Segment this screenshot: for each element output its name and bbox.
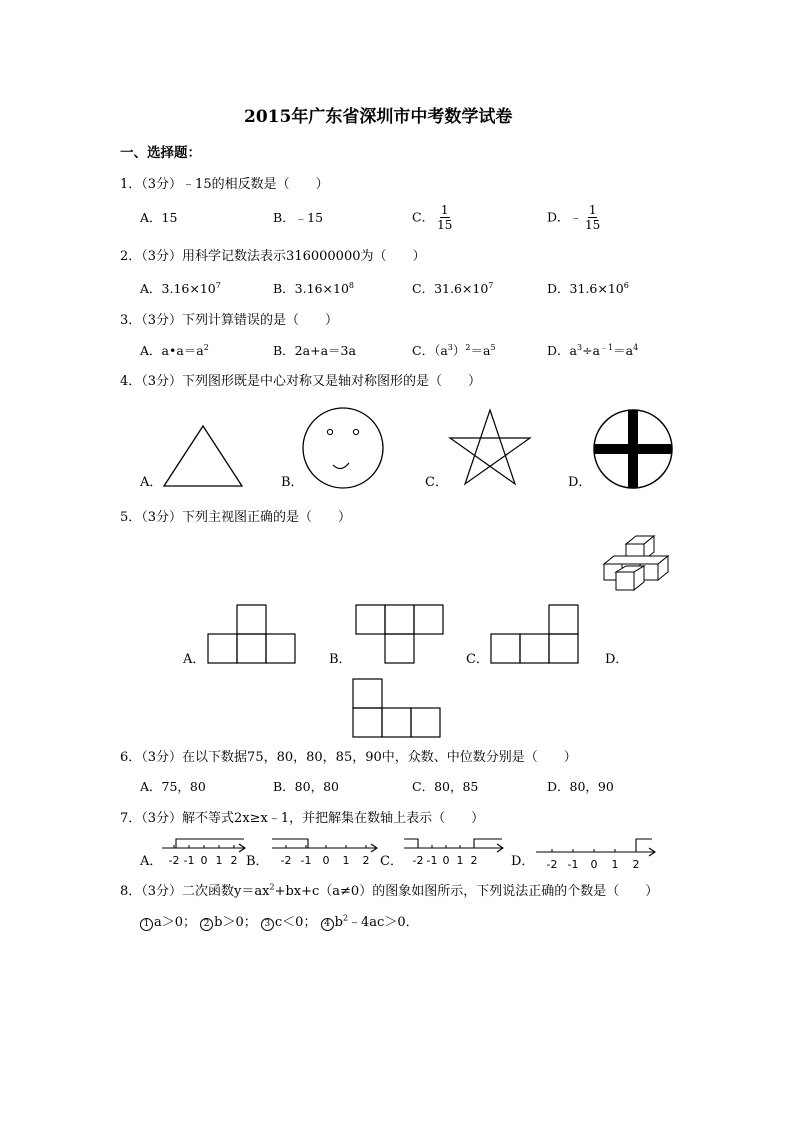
q7-numberline-b: [268, 834, 380, 870]
section-heading: 一、选择题：: [120, 145, 201, 161]
q6-option-a: A．75，80: [140, 779, 206, 794]
q1-option-d: D．﹣ $\frac{1}{15}$: [547, 203, 601, 232]
q2-option-d: D．$31.6\times 10^6$: [547, 280, 629, 296]
triangle-figure: [160, 422, 246, 490]
numberline-tick-label: 0: [442, 854, 450, 867]
cube-stack-3d-figure: [600, 534, 680, 596]
star-figure: [445, 406, 535, 490]
q7-numberline-c: [402, 834, 506, 870]
numberline-tick-label: 0: [200, 854, 208, 867]
q7-numberline-a: [160, 834, 248, 870]
circled-4-icon: 4: [321, 918, 334, 931]
smiley-face-figure: [300, 405, 388, 493]
circled-1-icon: 1: [140, 918, 153, 931]
numberline-tick-label: 2: [230, 854, 238, 867]
numberline-tick-label: -1: [426, 854, 438, 867]
q4-label-a: A．: [140, 475, 163, 490]
q1-option-a: A．15: [140, 210, 178, 225]
question-6-stem: 6．（3分）在以下数据75，80，80，85，90中，众数、中位数分别是（ ）: [120, 750, 577, 765]
q2-option-c: C．$31.6\times 10^7$: [412, 280, 494, 296]
numberline-tick-label: -2: [168, 854, 180, 867]
numberline-tick-label: 0: [322, 854, 330, 867]
numberline-tick-label: -2: [546, 858, 558, 870]
question-2-stem: 2．（3分）用科学记数法表示316000000为（ ）: [120, 249, 426, 264]
q7-label-c: C．: [380, 854, 403, 869]
q6-option-c: C．80，85: [412, 779, 479, 794]
q3-option-d: D．$a^3\div a^{﹣1}=a^4$: [547, 342, 639, 358]
q7-label-d: D．: [511, 854, 535, 869]
q5-view-a: [206, 604, 298, 666]
numberline-tick-label: -1: [567, 858, 579, 870]
numberline-tick-label: 1: [215, 854, 223, 867]
q2-option-b: B．$3.16\times 10^8$: [273, 280, 354, 296]
q5-view-b: [354, 604, 446, 666]
q6-option-b: B．80，80: [273, 779, 339, 794]
question-7-stem: 7．（3分）解不等式2x≥x﹣1，并把解集在数轴上表示（ ）: [120, 811, 485, 826]
numberline-tick-label: -2: [412, 854, 424, 867]
numberline-tick-label: 1: [342, 854, 350, 867]
q5-label-a: A．: [183, 652, 206, 667]
numberline-tick-label: 0: [590, 858, 598, 870]
q3-option-b: B．2a+a＝3a: [273, 343, 356, 358]
q5-view-c: [489, 604, 581, 666]
numberline-tick-label: -1: [300, 854, 312, 867]
q5-label-c: C．: [466, 652, 489, 667]
q5-label-d: D．: [605, 652, 629, 667]
numberline-tick-label: 1: [611, 858, 619, 870]
question-4-stem: 4．（3分）下列图形既是中心对称又是轴对称图形的是（ ）: [120, 374, 482, 389]
q4-label-b: B．: [281, 475, 304, 490]
circle-cross-figure: [590, 406, 678, 494]
question-1-stem: 1．（3分）﹣15的相反数是（ ）: [120, 177, 329, 192]
page-title: 2015年广东省深圳市中考数学试卷: [244, 107, 513, 127]
q8-statements: 1 a＞0； 2 b＞0； 3 c＜0； 4 $b^2﹣4ac>0$．: [140, 916, 419, 931]
numberline-tick-label: 2: [362, 854, 370, 867]
q6-option-d: D．80，90: [547, 779, 614, 794]
q1-option-b: B．﹣15: [273, 210, 324, 225]
q3-option-c: C．$(a^3)^2=a^5$: [412, 342, 496, 358]
numberline-tick-label: 2: [470, 854, 478, 867]
question-8-stem: 8．（3分）二次函数$y=ax^2+bx+c(a\ne 0)$的图象如图所示，下列说法正确的个数是（ ）: [120, 882, 659, 899]
q5-label-b: B．: [329, 652, 352, 667]
q5-view-d: [351, 678, 443, 740]
q4-label-d: D．: [568, 475, 592, 490]
numberline-tick-label: -1: [183, 854, 195, 867]
q7-label-a: A．: [140, 854, 163, 869]
q7-numberline-d: [532, 834, 658, 870]
q2-option-a: A．$3.16\times 10^7$: [140, 280, 221, 296]
q7-label-b: B．: [246, 854, 269, 869]
circled-3-icon: 3: [261, 918, 274, 931]
numberline-tick-label: 2: [632, 858, 640, 870]
circled-2-icon: 2: [200, 918, 213, 931]
numberline-tick-label: -2: [280, 854, 292, 867]
q4-label-c: C．: [425, 475, 448, 490]
q3-option-a: A．$a•a=a^2$: [140, 342, 209, 358]
question-3-stem: 3．（3分）下列计算错误的是（ ）: [120, 313, 339, 328]
numberline-tick-label: 1: [456, 854, 464, 867]
q1-option-c: C． $\frac{1}{15}$: [412, 203, 453, 232]
question-5-stem: 5．（3分）下列主视图正确的是（ ）: [120, 510, 352, 525]
